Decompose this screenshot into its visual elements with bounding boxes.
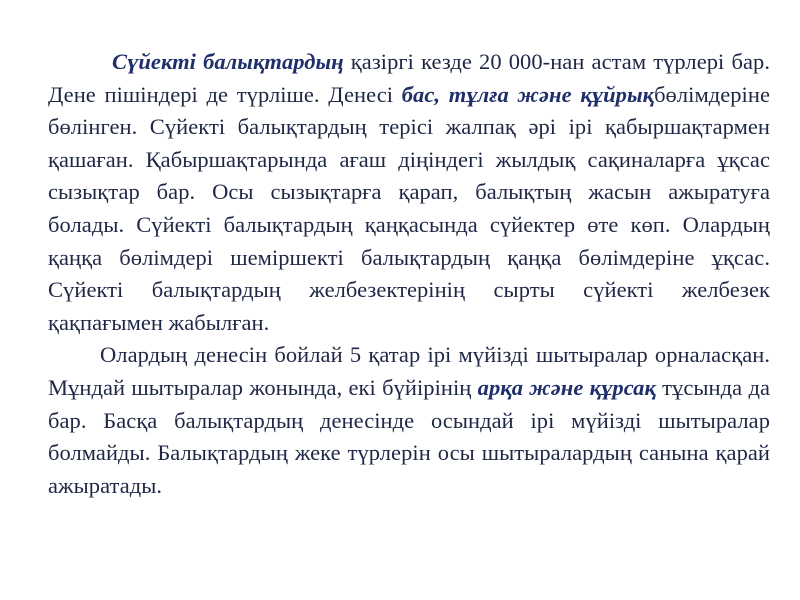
paragraph-2-text-b: тұсында да бар. Басқа балықтардың денесінде осындай ірі мүйізді шытыралар болмайды. Балықтардың жеке түрлерін осы шытыралардың санына қарай ажыратады.	[48, 374, 770, 498]
emphasis-body-parts: бас, тұлға және құйрық	[401, 81, 655, 107]
emphasis-bony-fish: Сүйекті балықтардың	[112, 49, 344, 74]
paragraph-1-text-a: қазіргі кезде 20 000-нан астам түрлері бар. Дене пішіндері де түрліше. Денесі	[48, 49, 770, 107]
paragraph-2	[48, 339, 770, 502]
body-text	[48, 46, 770, 502]
paragraph-1-text-b: бөлімдеріне бөлінген. Сүйекті балықтардың терісі жалпақ әрі ірі қабыршақтармен қашаған. Қабыршақтарында ағаш діңіндегі жылдық сақиналарға ұқсас сызықтар бар. Осы сызықтарға қарап, балықтың жасын ажыратуға болады. Сүйекті балықтардың қаңқасында сүйектер өте көп. Олардың қаңқа бөлімдері шеміршекті балықтардың қаңқа бөлімдеріне ұқсас. Сүйекті балықтардың желбезектерінің сырты сүйекті желбезек қақпағымен жабылған.	[48, 81, 770, 335]
emphasis-back-belly: арқа және құрсақ	[477, 374, 656, 400]
paragraph-1	[48, 46, 770, 339]
paragraph-2-text-a: Олардың денесін бойлай 5 қатар ірі мүйізді шытыралар орналасқан. Мұндай шытыралар жонында, екі бүйірінің	[48, 342, 770, 400]
